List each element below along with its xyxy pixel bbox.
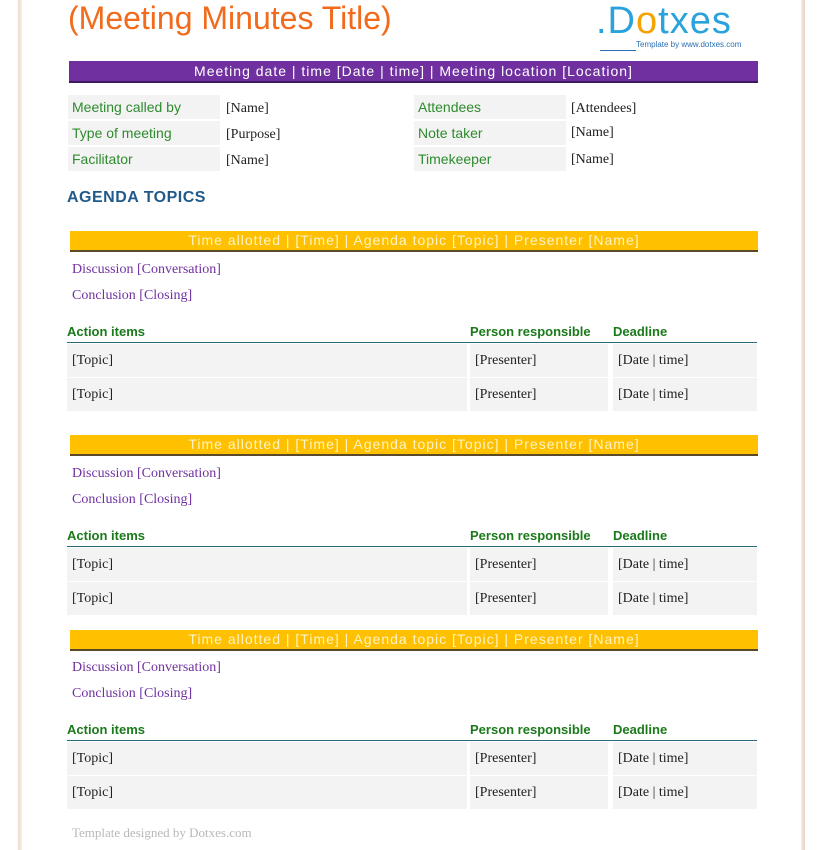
table-header-rule xyxy=(67,546,757,547)
action-item-cell[interactable]: [Topic] xyxy=(67,378,467,411)
page-edge-left xyxy=(18,0,22,850)
deadline-header: Deadline xyxy=(613,324,668,339)
topic-bar[interactable]: Time allotted | [Time] | Agenda topic [Topic] | Presenter [Name] xyxy=(70,435,758,456)
facilitator-value[interactable]: [Name] xyxy=(226,153,269,168)
dotxes-logo xyxy=(596,2,766,54)
topic-bar[interactable]: Time allotted | [Time] | Agenda topic [Topic] | Presenter [Name] xyxy=(70,231,758,252)
deadline-cell[interactable]: [Date | time] xyxy=(613,344,757,377)
meeting-called-by-label: Meeting called by xyxy=(68,95,220,119)
facilitator-label: Facilitator xyxy=(68,147,220,171)
action-item-cell[interactable]: [Topic] xyxy=(67,742,467,775)
note-taker-label: Note taker xyxy=(414,121,566,145)
discussion-text[interactable]: Discussion [Conversation] xyxy=(72,262,221,277)
conclusion-text[interactable]: Conclusion [Closing] xyxy=(72,288,193,303)
action-item-cell[interactable]: [Topic] xyxy=(67,548,467,581)
person-cell[interactable]: [Presenter] xyxy=(470,582,608,615)
table-row xyxy=(67,776,757,809)
deadline-cell[interactable]: [Date | time] xyxy=(613,582,757,615)
table-row xyxy=(67,548,757,581)
deadline-header: Deadline xyxy=(613,722,668,737)
table-row xyxy=(67,742,757,775)
footer-credit: Template designed by Dotxes.com xyxy=(72,825,252,840)
agenda-topics-heading: AGENDA TOPICS xyxy=(67,189,206,206)
person-responsible-header: Person responsible xyxy=(470,324,591,339)
logo-wordmark xyxy=(596,0,732,43)
action-items-header: Action items xyxy=(67,528,146,543)
topic-bar[interactable]: Time allotted | [Time] | Agenda topic [Topic] | Presenter [Name] xyxy=(70,630,758,651)
conclusion-text[interactable]: Conclusion [Closing] xyxy=(72,492,193,507)
page-edge-right xyxy=(801,0,805,850)
meeting-called-by-value[interactable]: [Name] xyxy=(226,101,269,116)
logo-text-start: .D xyxy=(596,0,636,42)
type-of-meeting-label: Type of meeting xyxy=(68,121,220,145)
discussion-text[interactable]: Discussion [Conversation] xyxy=(72,660,221,675)
action-items-header: Action items xyxy=(67,324,146,339)
logo-text-end: txes xyxy=(658,0,732,42)
note-taker-value[interactable]: [Name] xyxy=(571,125,614,140)
table-header-rule xyxy=(67,342,757,343)
table-row xyxy=(67,344,757,377)
action-items-header: Action items xyxy=(67,722,146,737)
person-cell[interactable]: [Presenter] xyxy=(470,742,608,775)
type-of-meeting-value[interactable]: [Purpose] xyxy=(226,127,281,142)
action-item-cell[interactable]: [Topic] xyxy=(67,776,467,809)
deadline-header: Deadline xyxy=(613,528,668,543)
attendees-value[interactable]: [Attendees] xyxy=(571,101,637,116)
table-header-rule xyxy=(67,740,757,741)
deadline-cell[interactable]: [Date | time] xyxy=(613,548,757,581)
conclusion-text[interactable]: Conclusion [Closing] xyxy=(72,686,193,701)
person-responsible-header: Person responsible xyxy=(470,528,591,543)
meeting-date-location-bar[interactable]: Meeting date | time [Date | time] | Meeting location [Location] xyxy=(69,61,758,83)
logo-text-o: o xyxy=(636,0,659,42)
person-cell[interactable]: [Presenter] xyxy=(470,548,608,581)
discussion-text[interactable]: Discussion [Conversation] xyxy=(72,466,221,481)
logo-underline xyxy=(600,50,636,51)
document-title[interactable]: (Meeting Minutes Title) xyxy=(68,0,392,36)
timekeeper-value[interactable]: [Name] xyxy=(571,152,614,167)
action-item-cell[interactable]: [Topic] xyxy=(67,344,467,377)
table-row xyxy=(67,378,757,411)
table-row xyxy=(67,582,757,615)
person-cell[interactable]: [Presenter] xyxy=(470,344,608,377)
person-responsible-header: Person responsible xyxy=(470,722,591,737)
deadline-cell[interactable]: [Date | time] xyxy=(613,378,757,411)
timekeeper-label: Timekeeper xyxy=(414,147,566,171)
attendees-label: Attendees xyxy=(414,95,566,119)
person-cell[interactable]: [Presenter] xyxy=(470,378,608,411)
deadline-cell[interactable]: [Date | time] xyxy=(613,742,757,775)
person-cell[interactable]: [Presenter] xyxy=(470,776,608,809)
logo-tagline: Template by www.dotxes.com xyxy=(636,40,742,49)
action-item-cell[interactable]: [Topic] xyxy=(67,582,467,615)
deadline-cell[interactable]: [Date | time] xyxy=(613,776,757,809)
